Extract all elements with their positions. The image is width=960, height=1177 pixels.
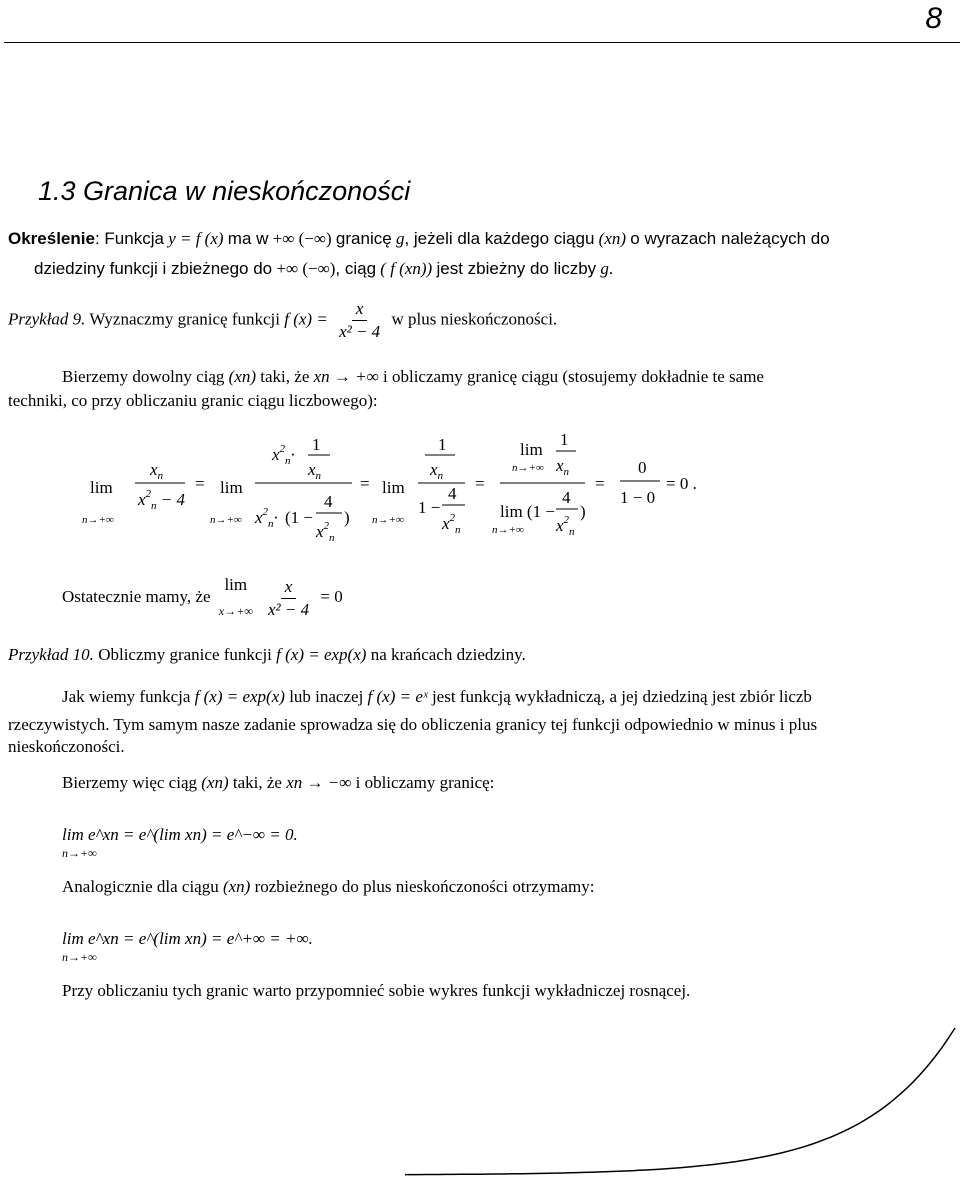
paragraph-3 [62, 772, 494, 794]
example-label: Przykład 9. [8, 309, 86, 329]
definition-text: o wyrazach należących do [630, 229, 830, 248]
definition-text: , jeżeli dla każdego ciągu [404, 229, 595, 248]
math-sequence: (xn) [228, 367, 257, 386]
math-sequence: (xn) [598, 229, 627, 248]
paragraph-2-line-3: nieskończoności. [8, 737, 125, 756]
text: rozbieżnego do plus nieskończoności otrzymamy: [254, 877, 595, 896]
svg-text:4: 4 [324, 492, 333, 511]
limit-expression: lim e^xn = e^(lim xn) = e^−∞ = 0. [62, 825, 298, 844]
svg-text:x2n − 4: $x^2_n - 4$ [138, 488, 186, 512]
text: i obliczamy granicę: [355, 773, 495, 792]
svg-text:x2n·: $x^2_n\cdot$ [272, 443, 295, 467]
fraction-denominator: x² − 4 [268, 599, 310, 619]
math-f-sequence: ( f (xn)) [380, 259, 433, 278]
fraction [335, 298, 384, 343]
example-text: Wyznaczmy granicę funkcji [89, 309, 280, 329]
svg-text:x2n: $x^2_n$ [316, 520, 335, 544]
lim-subscript: n→+∞ [62, 950, 97, 964]
definition-text: granicę [335, 229, 392, 248]
svg-text:lim (1 −: lim (1 − [500, 502, 555, 521]
exp-curve-line [405, 1028, 955, 1175]
definition-text: : Funkcja [94, 229, 164, 248]
paragraph-4 [62, 876, 595, 898]
svg-text:=: = [195, 474, 205, 493]
text: taki, że [232, 773, 282, 792]
svg-text:lim: lim [90, 478, 113, 497]
paragraph-1-line-1 [62, 366, 764, 388]
svg-text:x2n: $x^2_n$ [442, 512, 461, 536]
svg-text:lim: lim [382, 478, 405, 497]
svg-text:xn: $x_n$ [556, 456, 570, 478]
svg-text:4: 4 [562, 488, 571, 507]
text: taki, że [260, 367, 310, 386]
math-condition: xn → −∞ [286, 773, 352, 792]
header-rule [4, 42, 960, 43]
example-text: na krańcach dziedziny. [370, 645, 526, 664]
lim-text: lim [224, 575, 248, 594]
definition-text: jest zbieżny do liczby [436, 259, 597, 278]
text: Jak wiemy funkcja [62, 687, 191, 706]
limit-minus-infinity [62, 824, 298, 860]
text: i obliczamy granicę ciągu (stosujemy dokładnie te same [383, 367, 764, 386]
math-infinity: +∞ (−∞) [276, 259, 336, 278]
period: . [608, 259, 614, 278]
math-function: f (x) = [284, 309, 328, 329]
math-sequence: (xn) [201, 773, 229, 792]
limit-derivation [80, 425, 720, 555]
svg-text:(1 −: (1 − [285, 508, 313, 527]
svg-text:x2n·: $x^2_n\cdot$ [255, 506, 278, 530]
lim-subscript: n→+∞ [62, 846, 97, 860]
svg-text:xn: $x_n$ [308, 460, 322, 482]
text: Bierzemy dowolny ciąg [62, 367, 225, 386]
math-function: f (x) = eˣ [367, 687, 428, 706]
svg-text:xn: $x_n$ [150, 460, 164, 482]
exponential-curve-chart [400, 1020, 960, 1177]
svg-text:1: 1 [312, 435, 321, 454]
math-condition: xn → +∞ [313, 367, 379, 386]
math-function: f (x) = exp(x) [276, 645, 367, 664]
svg-text:lim: lim [520, 440, 543, 459]
definition-label: Określenie [8, 229, 95, 248]
svg-text:1: 1 [560, 430, 569, 449]
math-g: g [395, 229, 405, 248]
svg-text:n→+∞: n→+∞ [372, 514, 404, 526]
equals-zero: = 0 [320, 586, 343, 606]
svg-text:xn: $x_n$ [430, 460, 444, 482]
example-10 [8, 644, 526, 666]
fraction-numerator: x [352, 298, 368, 321]
text: jest funkcją wykładniczą, a jej dziedziną jest zbiór liczb [431, 687, 812, 706]
svg-text:n→+∞: n→+∞ [82, 514, 114, 526]
paragraph-2-line-1 [62, 686, 812, 708]
paragraph-5: Przy obliczaniu tych granic warto przypomnieć sobie wykres funkcji wykładniczej rosnącej. [62, 981, 691, 1000]
final-limit [62, 572, 343, 624]
definition-text: , ciąg [335, 259, 377, 278]
definition-line-1 [8, 228, 830, 250]
text: lub inaczej [289, 687, 364, 706]
svg-text:1: 1 [438, 435, 447, 454]
text: Analogicznie dla ciągu [62, 877, 219, 896]
paragraph-2-line-2: rzeczywistych. Tym samym nasze zadanie sprowadza się do obliczenia granicy tej funkcji odpowiednio w minus i plus [8, 715, 818, 734]
limit-plus-infinity [62, 928, 313, 964]
svg-text:n→+∞: n→+∞ [512, 462, 544, 474]
svg-text:1 − 0: 1 − 0 [620, 488, 656, 507]
limit-operator [219, 572, 253, 624]
text: Ostatecznie mamy, że [62, 586, 211, 606]
svg-text:=: = [595, 474, 605, 493]
svg-text:n→+∞: n→+∞ [492, 524, 524, 536]
svg-text:n→+∞: n→+∞ [210, 514, 242, 526]
math-y-fx: y = f (x) [168, 229, 224, 248]
svg-text:): ) [580, 502, 586, 521]
lim-subscript: x→+∞ [218, 604, 253, 618]
math-function: f (x) = exp(x) [194, 687, 285, 706]
text: Bierzemy więc ciąg [62, 773, 197, 792]
svg-text:=: = [360, 474, 370, 493]
svg-text:): ) [344, 508, 350, 527]
math-sequence: (xn) [222, 877, 251, 896]
example-label: Przykład 10. [8, 645, 94, 664]
svg-text:4: 4 [448, 484, 457, 503]
fraction [264, 576, 313, 621]
math-infinity: +∞ (−∞) [272, 229, 332, 248]
section-heading: 1.3 Granica w nieskończoności [38, 176, 411, 206]
svg-text:x2n: $x^2_n$ [556, 514, 575, 538]
definition-text: ma w [227, 229, 269, 248]
svg-text:0: 0 [638, 458, 647, 477]
definition-line-2 [34, 258, 613, 280]
svg-text:=: = [475, 474, 485, 493]
example-text: Obliczmy granice funkcji [98, 645, 272, 664]
paragraph-1-line-2: techniki, co przy obliczaniu granic ciągu liczbowego): [8, 391, 378, 410]
fraction-denominator: x² − 4 [339, 322, 381, 341]
fraction-numerator: x [281, 576, 297, 599]
math-g: g [600, 259, 609, 278]
example-text: w plus nieskończoności. [391, 309, 558, 329]
svg-text:= 0 .: = 0 . [666, 474, 697, 493]
example-9 [8, 298, 557, 343]
definition-text: dziedziny funkcji i zbieżnego do [34, 259, 273, 278]
page-number: 8 [925, 2, 942, 35]
svg-text:lim: lim [220, 478, 243, 497]
svg-text:1 −: 1 − [418, 498, 441, 517]
limit-expression: lim e^xn = e^(lim xn) = e^+∞ = +∞. [62, 929, 313, 948]
